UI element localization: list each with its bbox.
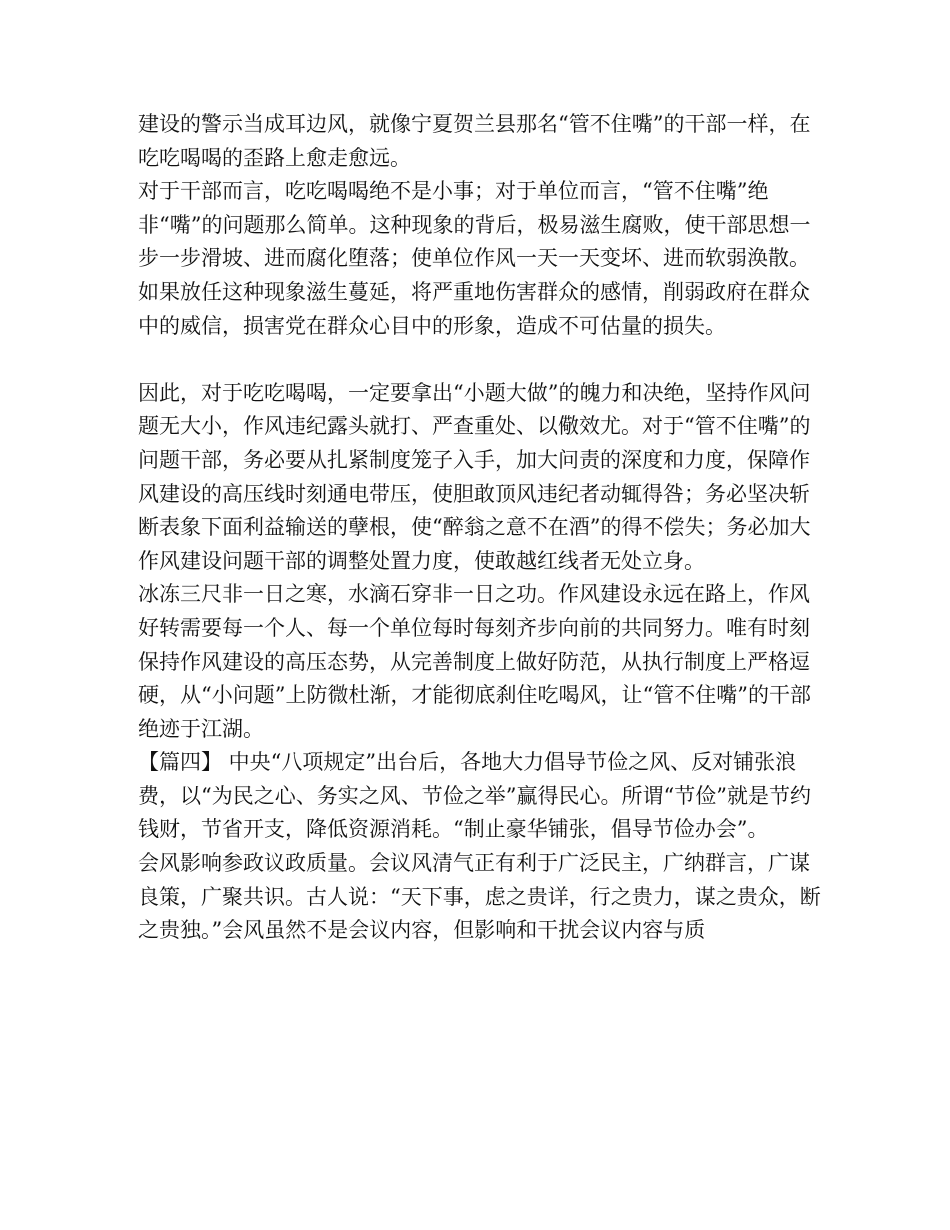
paragraph-section-four: 【篇四】 中央“八项规定”出台后，各地大力倡导节俭之风、反对铺张浪费，以“为民之心、务实之风、节俭之举”赢得民心。所谓“节俭”就是节约钱财，节省开支，降低资源消耗。“制止豪华铺张，倡导节俭办会”。 (138, 750, 811, 842)
document-body (138, 108, 828, 948)
paragraph-persistence: 冰冻三尺非一日之寒，水滴石穿非一日之功。作风建设永远在路上，作风好转需要每一个人、每一个单位每时每刻齐步向前的共同努力。唯有时刻保持作风建设的高压态势，从完善制度上做好防范，从执行制度上严格逗硬，从“小问题”上防微杜渐，才能彻底刹住吃喝风，让“管不住嘴”的干部绝迹于江湖。 (138, 582, 811, 741)
paragraph-measures: 因此，对于吃吃喝喝，一定要拿出“小题大做”的魄力和决绝，坚持作风问题无大小，作风违纪露头就打、严查重处、以儆效尤。对于“管不住嘴”的问题干部，务必要从扎紧制度笼子入手，加大问责的深度和力度，保障作风建设的高压线时刻通电带压，使胆敢顶风违纪者动辄得咎；务必坚决斩断表象下面利益输送的孽根，使“醉翁之意不在酒”的得不偿失；务必加大作风建设问题干部的调整处置力度，使敢越红线者无处立身。 (138, 380, 811, 573)
paragraph-gap (138, 343, 828, 377)
paragraph-meeting-style: 会风影响参政议政质量。会议风清气正有利于广泛民主，广纳群言，广谋良策，广聚共识。古人说：“天下事，虑之贵详，行之贵力，谋之贵众，断之贵独。”会风虽然不是会议内容，但影响和干扰会议内容与质 (138, 851, 821, 943)
paragraph-cadre-issue: 对于干部而言，吃吃喝喝绝不是小事；对于单位而言，“管不住嘴”绝非“嘴”的问题那么简单。这种现象的背后，极易滋生腐败，使干部思想一步一步滑坡、进而腐化堕落；使单位作风一天一天变坏、进而软弱涣散。如果放任这种现象滋生蔓延，将严重地伤害群众的感情，削弱政府在群众中的威信，损害党在群众心目中的形象，造成不可估量的损失。 (138, 179, 811, 338)
paragraph-warning: 建设的警示当成耳边风，就像宁夏贺兰县那名“管不住嘴”的干部一样，在吃吃喝喝的歪路上愈走愈远。 (138, 112, 811, 170)
